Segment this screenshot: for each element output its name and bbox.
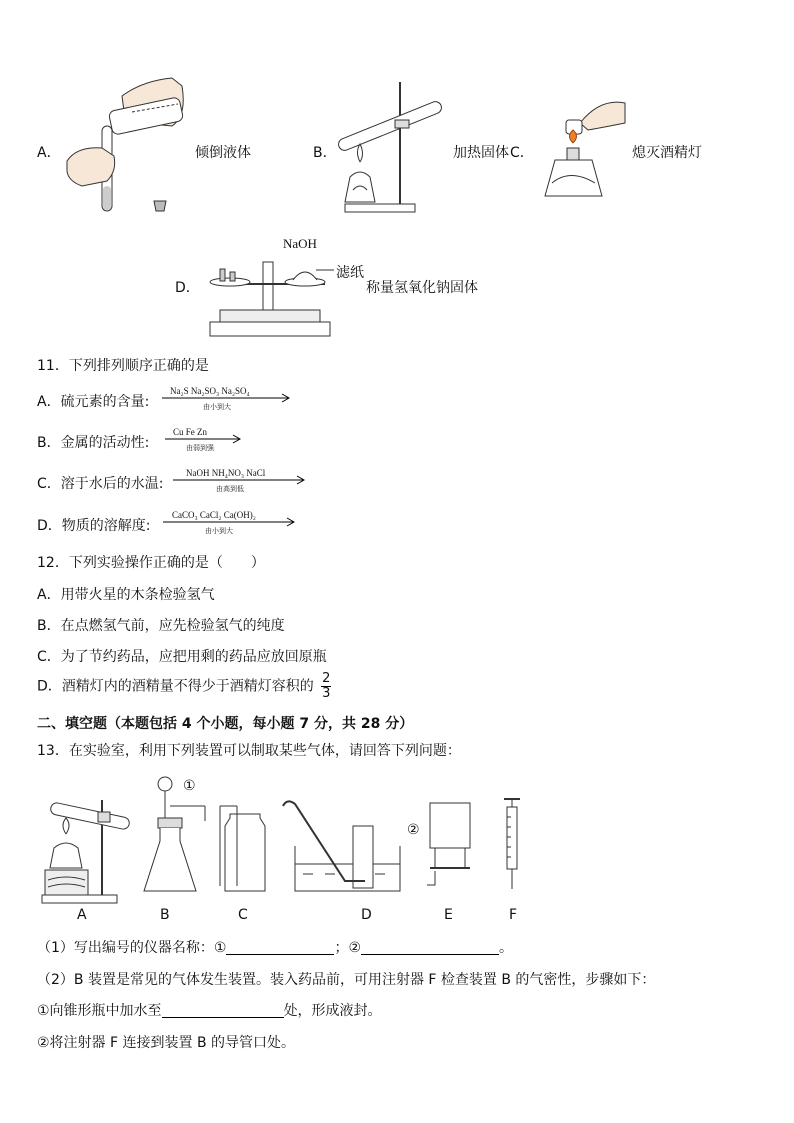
- q12-option-c: C．为了节约药品，应把用剩的药品应放回原瓶: [37, 649, 327, 665]
- q11-arrow-bottom: 由高到低: [216, 485, 244, 493]
- option-d-caption: 称量氢氧化钠固体: [366, 280, 478, 296]
- marker-2: ②: [407, 822, 420, 838]
- apparatus-b-conical-flask: [140, 776, 220, 901]
- q11-option-label: B．金属的活动性:: [37, 435, 150, 451]
- pouring-liquid-illustration: [62, 76, 192, 216]
- apparatus-label-f: F: [509, 907, 518, 923]
- q11-arrow-bottom: 由小到大: [205, 527, 233, 535]
- fraction-numerator: 2: [322, 671, 331, 686]
- fraction: [321, 672, 331, 701]
- q11-option-label: A．硫元素的含量:: [37, 394, 150, 410]
- apparatus-c-gas-bottle: [215, 806, 275, 896]
- fraction-denominator: 3: [322, 686, 331, 701]
- apparatus-label-e: E: [444, 907, 453, 923]
- heating-solid-illustration: [335, 82, 445, 217]
- option-d-label: D．: [175, 280, 200, 296]
- extinguishing-lamp-illustration: [540, 98, 630, 203]
- option-a-label: A．: [37, 145, 61, 161]
- apparatus-label-b: B: [160, 907, 170, 923]
- q11-arrow-top: Cu Fe Zn: [173, 427, 208, 437]
- q13-sub2: （2）B 装置是常见的气体发生装置。装入药品前，可用注射器 F 检查装置 B 的气密性，步骤如下：: [37, 972, 656, 988]
- apparatus-label-c: C: [238, 907, 248, 923]
- q13-step2: ②将注射器 F 连接到装置 B 的导管口处。: [37, 1035, 296, 1051]
- step1-prefix: ①向锥形瓶中加水至: [37, 1003, 162, 1019]
- option-b-label: B．: [313, 145, 337, 161]
- answer-blank-2[interactable]: [361, 940, 499, 955]
- option-c-label: C．: [510, 145, 534, 161]
- sub1-separator: ；②: [334, 940, 362, 956]
- sub1-end: 。: [499, 940, 514, 956]
- apparatus-label-a: A: [77, 907, 87, 923]
- marker-1: ①: [183, 778, 196, 794]
- q11-option-label: C．溶于水后的水温:: [37, 476, 164, 492]
- q11-arrow-top: CaCO₃ CaCl₂ Ca(OH)₂: [172, 510, 256, 520]
- q11-option-label: D．物质的溶解度:: [37, 518, 151, 534]
- q11-title: 11．下列排列顺序正确的是: [37, 358, 209, 374]
- q12-option-d-text: D．酒精灯内的酒精量不得少于酒精灯容积的: [37, 678, 314, 695]
- step1-suffix: 处，形成液封。: [283, 1003, 382, 1019]
- q12-option-b: B．在点燃氢气前，应先检验氢气的纯度: [37, 618, 285, 634]
- label-pointer-line: [316, 265, 336, 275]
- section-heading: 二、填空题（本题包括 4 个小题，每小题 7 分，共 28 分）: [37, 716, 414, 732]
- apparatus-label-d: D: [361, 907, 372, 923]
- apparatus-e-separatory-funnel: [425, 803, 485, 888]
- q12-option-a: A．用带火星的木条检验氢气: [37, 587, 215, 603]
- sub1-prefix: （1）写出编号的仪器名称：①: [37, 940, 227, 956]
- q12-title: 12．下列实验操作正确的是（ ）: [37, 555, 265, 571]
- q13-sub1: [37, 937, 513, 957]
- apparatus-d-water-trough: [295, 826, 405, 896]
- q11-arrow-bottom: 由小到大: [203, 403, 231, 411]
- answer-blank-1[interactable]: [226, 940, 334, 955]
- apparatus-f-syringe: [502, 797, 522, 892]
- q11-arrow-top: NaOH NH₄NO₃ NaCl: [186, 468, 266, 478]
- q12-option-d: [37, 672, 331, 701]
- q11-arrow-bottom: 由弱到强: [186, 444, 214, 452]
- q13-step1: [37, 1000, 382, 1020]
- apparatus-a-heating-setup: [40, 790, 140, 905]
- option-b-caption: 加热固体: [453, 145, 509, 161]
- naoh-tag: NaOH: [283, 236, 317, 251]
- answer-blank-3[interactable]: [162, 1003, 284, 1018]
- q11-arrow-top: Na₂S Na₂SO₃ Na₂SO₄: [170, 386, 250, 396]
- q13-title: 13．在实验室，利用下列装置可以制取某些气体，请回答下列问题：: [37, 743, 461, 759]
- filter-paper-tag: 滤纸: [336, 265, 364, 281]
- option-c-caption: 熄灭酒精灯: [632, 145, 702, 161]
- option-a-caption: 倾倒液体: [195, 145, 251, 161]
